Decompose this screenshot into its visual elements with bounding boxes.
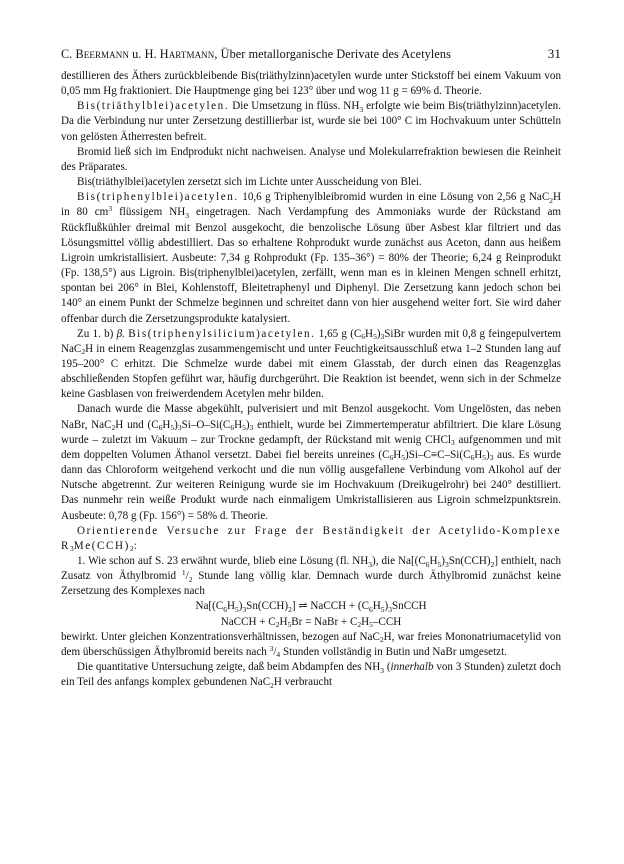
- text-run: 5: [170, 423, 175, 433]
- header-author-2: H. Hartmann,: [144, 47, 218, 61]
- text-run: 3: [380, 332, 385, 342]
- text-run: H: [393, 448, 402, 461]
- text-run: H: [474, 448, 483, 461]
- text-run: 5: [437, 559, 442, 569]
- text-run: H: [372, 600, 381, 613]
- text-run: SiBr wurden mit 0,8 g feingepulvertem NaC: [61, 327, 561, 355]
- text-run: 2: [490, 559, 495, 569]
- paragraph: [61, 190, 561, 326]
- text-run: 3: [108, 204, 113, 214]
- text-run: 3: [269, 643, 274, 653]
- paragraph: [61, 630, 561, 660]
- text-run: H in 80 cm: [61, 191, 561, 219]
- text-run: Bis(triäthylblei)acetylen.: [77, 100, 230, 113]
- text-run: destillieren des Äthers zurückbleibende Bis(triäthylzinn)acetylen wurde unter Stickstoff bei einem Vakuum von 0,05 mm Hg fraktioniert. Die Hauptmenge ging bei 123° über und wog 11 g = 69% d. Theorie.: [61, 70, 561, 98]
- text-run: H: [361, 615, 370, 628]
- text-run: Die Umsetzung in flüss. NH: [229, 100, 360, 113]
- text-run: 3: [359, 104, 364, 114]
- text-run: 3: [70, 544, 74, 554]
- text-run: 5: [242, 423, 246, 433]
- paragraph: [61, 175, 561, 190]
- text-run: Die quantitative Untersuchung zeigte, daß beim Abdampfen des NH: [77, 661, 381, 674]
- text-run: 2: [111, 423, 116, 433]
- text-run: 2: [379, 635, 384, 645]
- text-run: erfolgte wie beim Bis(triäthylzinn)acetylen. Da die Verbindung nur unter Zersetzung destillierbar ist, wurde sie bei 100° C im Hochvakuum unter Schütteln von gelösten Ätherresten befreit.: [61, 100, 561, 143]
- text-run: 3: [249, 423, 254, 433]
- text-run: 3: [451, 438, 455, 448]
- text-run: NaCCH + C: [220, 615, 276, 628]
- text-run: Bis(triäthylblei)acetylen zersetzt sich im Lichte unter Ausscheidung von Blei.: [77, 176, 422, 189]
- paragraph: [61, 145, 561, 175]
- header-title: Über metallorganische Derivate des Acetylens: [220, 47, 451, 61]
- text-run: 2: [288, 604, 292, 614]
- text-run: 3: [444, 559, 449, 569]
- page-number: 31: [547, 46, 561, 61]
- text-run: flüssigem NH: [112, 206, 186, 219]
- text-run: enthielt, wurde bei Zimmertemperatur abfiltriert. Die klare Lösung wurde – zuletzt im Vakuum – zur Trockne gedampft, der Rückstand mit wenig CHCl: [61, 418, 561, 446]
- text-run: Sn(CCH): [448, 555, 491, 567]
- text-run: H: [279, 615, 288, 628]
- text-run: 1: [181, 568, 186, 578]
- text-run: Stunde lang völlig klar. Demnach wurde durch Äthylbromid zunächst keine Zersetzung des Komplexes nach: [61, 570, 561, 598]
- text-run: 2: [129, 544, 134, 554]
- text-run: ): [384, 600, 389, 613]
- text-run: Me(CCH): [73, 539, 130, 552]
- text-run: 6: [389, 453, 394, 463]
- text-run: 2: [188, 574, 193, 584]
- header-conjunction: u.: [132, 47, 142, 61]
- text-run: ): [238, 600, 243, 613]
- text-run: 2: [275, 620, 280, 630]
- text-run: 6: [230, 423, 235, 433]
- text-run: von 3 Stunden) zuletzt doch ein Teil des anfangs komplex gebundenen NaC: [61, 661, 562, 689]
- text-run: –CCH: [372, 615, 402, 628]
- text-run: ): [376, 327, 381, 340]
- text-run: (: [384, 661, 391, 674]
- text-run: 5: [482, 453, 486, 463]
- text-run: 1,65 g (C: [315, 327, 362, 340]
- text-run: ), die Na[(C: [372, 555, 426, 567]
- text-run: 3: [177, 423, 182, 433]
- body-text: [61, 69, 561, 690]
- text-run: SnCCH: [392, 600, 427, 613]
- text-run: 2: [81, 347, 86, 357]
- text-run: 2: [270, 680, 274, 690]
- text-run: ): [441, 555, 445, 567]
- text-run: 6: [223, 604, 227, 614]
- text-run: bewirkt. Unter gleichen Konzentrationsverhältnissen, bezogen auf NaC: [61, 630, 380, 643]
- text-run: innerhalb: [390, 661, 434, 674]
- paragraph: [61, 402, 561, 523]
- text-run: H und (C: [115, 418, 159, 431]
- text-run: 3: [185, 210, 190, 220]
- text-run: 2: [549, 195, 553, 205]
- text-run: β.: [116, 327, 125, 340]
- text-run: Stunden vollständig in Butin und NaBr umgesetzt.: [280, 645, 507, 658]
- text-run: 3: [242, 604, 247, 614]
- text-run: H: [365, 327, 374, 340]
- text-run: Bis(triphenylsilicium)acetylen.: [128, 327, 316, 340]
- text-run: Danach wurde die Masse abgekühlt, pulverisiert und mit Benzol ausgekocht. Vom Ungelösten, das neben NaBr, NaC: [61, 403, 561, 431]
- text-run: eingetragen. Nach Verdampfung des Ammoniaks wurde der Rückstand am Rückflußkühler dreimal mit Benzol ausgekocht, die benzolische Lösung über Asbest klar filtriert und das Lösungsmittel völlig abdestilliert. Das so erhaltene Rohprodukt wurde zunächst aus Aceton, dann aus heißem Ligroin umkristallisiert. Ausbeute: 7,34 g Rohprodukt (Fp. 135–36°) = 80% der Theorie; 6,24 g Reinprodukt (Fp. 138,5°) aus Ligroin. Bis(triphenylblei)acetylen, zerfällt, wenn man es in kleinen Mengen schnell erhitzt, spontan bei 206° in Blei, Kohlenstoff, Bleitetraphenyl und Diphenyl. Die Zersetzung kann jedoch schon bei 140° an einem Punkt der Schmelze beginnen und schreitet dann von hier ausgehend weiter fort. Sie wird daher offenbar durch die Zersetzungsprodukte katalysiert.: [61, 206, 561, 325]
- text-run: H in einem Reagenzglas zusammengemischt und unter Feuchtigkeitsausschluß etwa 1–2 Stunden lang auf 195–200° C erhitzt. Die Schmelze wurde dabei mit einem Glasstab, der durch einen das Reagenzglas abschließenden Stopfen geführt war, häufig durchgerührt. Die Reaktion ist beendet, wenn sich in der Schmelze keine Gasblasen von freiwerdendem Acetylen mehr bilden.: [61, 342, 561, 401]
- text-run: aufgenommen und mit dem doppelten Volumen Äthanol versetzt. Dabei fiel bereits unreines (C: [61, 433, 561, 461]
- text-run: 2: [357, 620, 362, 630]
- text-run: 3: [368, 559, 373, 569]
- text-run: ): [245, 418, 250, 431]
- text-run: 4: [276, 650, 281, 660]
- text-run: :: [133, 539, 137, 552]
- text-run: 5: [287, 620, 292, 630]
- text-run: H: [162, 418, 171, 431]
- text-run: Si–O–Si(C: [181, 418, 231, 431]
- text-run: H: [226, 600, 235, 613]
- text-run: 1. Wie schon auf S. 23 erwähnt wurde, blieb eine Lösung (fl. NH: [77, 555, 369, 567]
- text-run: Na[(C: [195, 600, 224, 613]
- text-run: Bromid ließ sich im Endprodukt nicht nachweisen. Analyse und Molekularrefraktion bewiesen die Reinheit des Präparates.: [61, 145, 561, 173]
- text-run: H, war freies Mononatriumacetylid von dem überschüssigen Äthylbromid bereits nach: [61, 630, 561, 658]
- equation: [61, 615, 561, 630]
- text-run: 5: [401, 453, 406, 463]
- text-run: Sn(CCH): [246, 600, 289, 613]
- text-run: H: [429, 555, 438, 567]
- text-run: /: [185, 570, 189, 583]
- paragraph: [61, 99, 561, 144]
- header-authors-title: [61, 47, 451, 62]
- text-run: ] enthielt, nach Zusatz von Äthylbromid: [61, 555, 561, 583]
- text-run: 3: [380, 665, 385, 675]
- text-run: ] ⇌ NaCCH + (C: [291, 600, 370, 613]
- text-run: aus. Es wurde dann das Chloroform weitgehend verkocht und die nun völlig ausgefallene Verbindung vom Alkohol auf der Nutsche abgetrennt. Zur weiteren Reinigung wurde sie im Hochvakuum (Dreikugelrohr) bei 240° destilliert. Das nunmehr rein weiße Produkt wurde nach einmaligem Umkristallisieren aus Ligroin schmelzpunktsrein. Ausbeute: 0,78 g (Fp. 156°) = 58% d. Theorie.: [61, 448, 561, 522]
- paragraph: [61, 554, 561, 599]
- text-run: 3: [388, 604, 392, 614]
- text-run: 10,6 g Triphenylbleibromid wurden in eine Lösung von 2,56 g NaC: [238, 191, 550, 204]
- equation: [61, 599, 561, 614]
- text-run: 5: [369, 620, 373, 630]
- text-run: 5: [234, 604, 239, 614]
- text-run: 5: [380, 604, 385, 614]
- paragraph: [61, 327, 561, 403]
- text-run: Zu 1. b): [77, 327, 117, 340]
- text-run: 6: [425, 559, 430, 569]
- text-run: 6: [470, 453, 475, 463]
- section-heading: [61, 524, 561, 554]
- text-run: 6: [158, 423, 163, 433]
- header-author-1: C. Beermann: [61, 47, 129, 61]
- text-run: )Si–C≡C–Si(C: [405, 448, 471, 461]
- text-run: H: [234, 418, 243, 431]
- text-run: /: [273, 645, 277, 658]
- text-run: ): [486, 448, 490, 461]
- text-run: 6: [361, 332, 366, 342]
- text-run: Bis(triphenylblei)acetylen.: [77, 191, 239, 204]
- text-run: 6: [369, 604, 373, 614]
- text-run: 3: [489, 453, 494, 463]
- text-run: H verbraucht: [273, 676, 333, 689]
- paragraph: [61, 660, 561, 690]
- paragraph: [61, 69, 561, 99]
- text-run: 5: [373, 332, 377, 342]
- text-run: ): [174, 418, 178, 431]
- text-run: Br = NaBr + C: [291, 615, 358, 628]
- text-run: Orientierende Versuche zur Frage der Beständigkeit der Acetylido-Komplexe R: [61, 524, 561, 552]
- running-header: [61, 46, 561, 62]
